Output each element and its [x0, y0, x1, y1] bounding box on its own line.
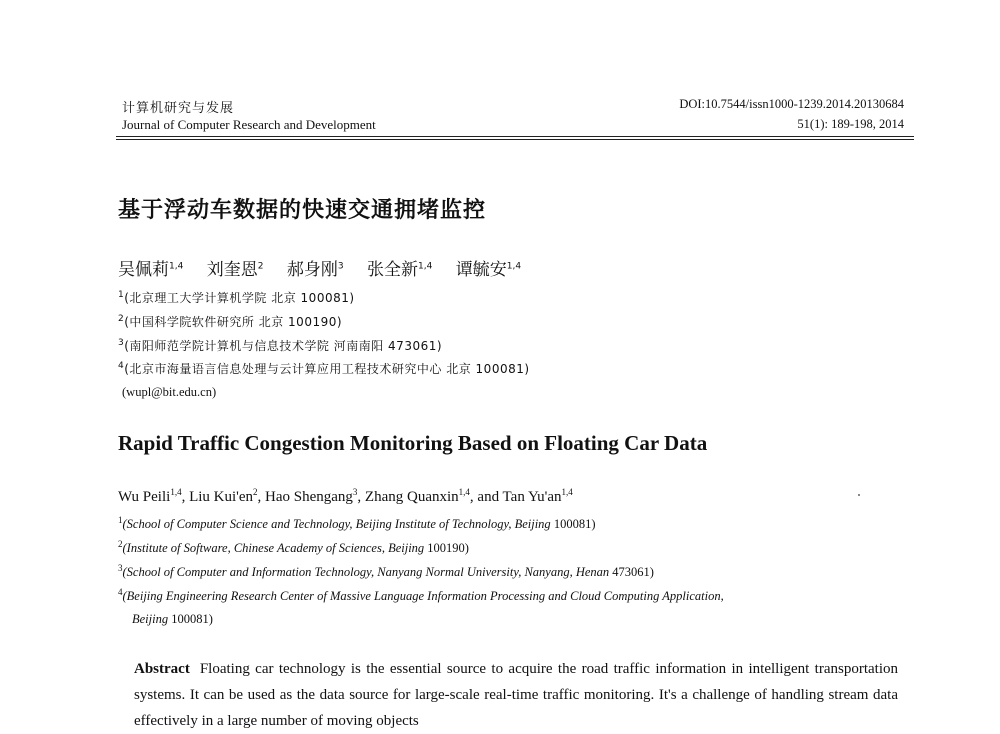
paper-title-en: Rapid Traffic Congestion Monitoring Based on Floating Car Data [118, 431, 708, 455]
author-en: Zhang Quanxin$^{1,4}$, and [364, 487, 503, 505]
journal-name-en: Journal of Computer Research and Development [122, 117, 376, 132]
affiliation-cn: $^1$(北京理工大学计算机学院 北京 100081) [118, 290, 355, 305]
doi: DOI:10.7544/issn1000-1239.2014.20130684 [679, 97, 904, 111]
author-en: Tan Yu'an$^{1,4}$ [502, 487, 573, 505]
author-cn: 张全新$^{1,4}$ [367, 260, 433, 280]
abstract-text: Floating car technology is the essential source to acquire the road traffic information in intelligent transportation systems. It can be used as the data source for large-scale real-time traffic monitoring. It's a challenge of handling stream data effectively in a large number of moving objects [134, 661, 898, 729]
affiliation-en: $^4$(Beijing Engineering Research Center of Massive Language Information Processing and Cloud Computing Application, [118, 586, 724, 603]
author-list-en [118, 489, 573, 506]
affiliation-cn: $^2$(中国科学院软件研究所 北京 100190) [118, 314, 343, 329]
affiliation-en-continued: Beijing 100081) [132, 612, 213, 626]
author-en: Wu Peili$^{1,4}$, [118, 487, 190, 505]
affiliation-en: $^1$(School of Computer Science and Technology, Beijing Institute of Technology, Beijing 100081) [118, 514, 596, 531]
paper-title-cn: 基于浮动车数据的快速交通拥堵监控 [118, 198, 487, 223]
author-cn: 谭毓安$^{1,4}$ [455, 260, 522, 280]
header-rule-bottom [116, 139, 914, 140]
header-rule-top [116, 136, 914, 137]
author-cn: 刘奎恩$^2$ [206, 260, 264, 280]
author-cn: 吴佩莉$^{1,4}$ [118, 260, 184, 280]
author-cn: 郝身刚$^3$ [286, 260, 344, 280]
affiliation-cn: $^3$(南阳师范学院计算机与信息技术学院 河南南阳 473061) [118, 338, 443, 353]
author-list-cn [118, 255, 539, 280]
author-en: Liu $Kui'en^2$, [189, 487, 266, 505]
affiliation-cn: $^4$(北京市海量语言信息处理与云计算应用工程技术研究中心 北京 100081) [118, 361, 530, 376]
issue-info: 51(1): 189-198, 2014 [797, 117, 904, 131]
abstract-label: Abstract [134, 661, 190, 677]
abstract [134, 656, 898, 734]
scan-speck [858, 494, 860, 496]
affiliation-en: $^2$(Institute of Software, Chinese Academy of Sciences, Beijing 100190) [118, 538, 469, 555]
affiliation-en: $^3$(School of Computer and Information Technology, Nanyang Normal University, Nanyang, Henan 473061) [118, 562, 654, 579]
contact-email: (wupl@bit.edu.cn) [122, 385, 217, 399]
author-en: Hao Shengang$^3$, [265, 487, 365, 505]
journal-name-cn: 计算机研究与发展 [122, 101, 235, 116]
